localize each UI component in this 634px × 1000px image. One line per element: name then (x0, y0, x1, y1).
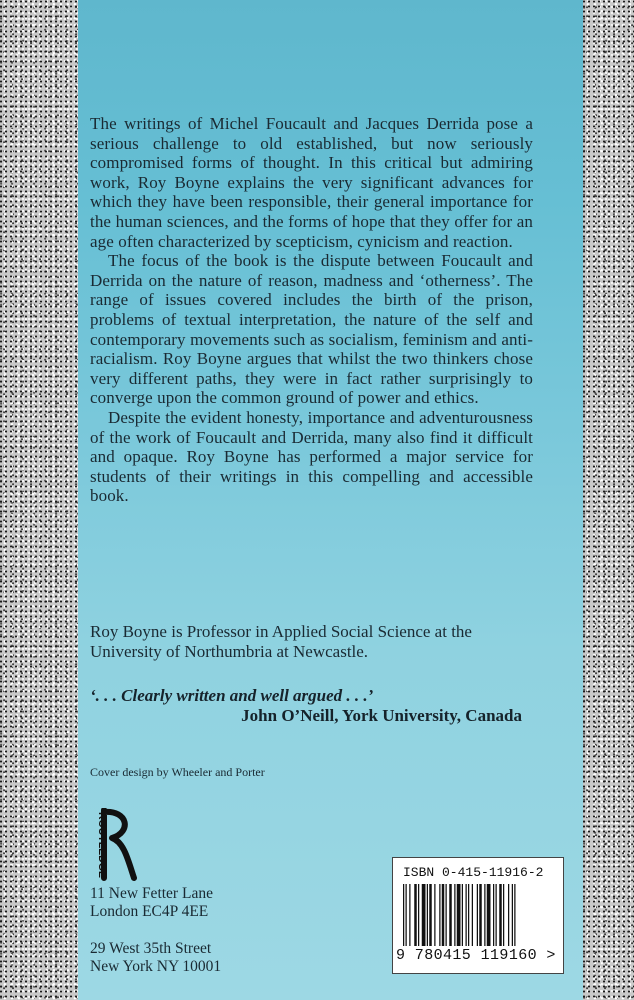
publisher-name: ROUTLEDGE (96, 812, 108, 878)
blurb-paragraph-2: The focus of the book is the dispute between Foucault and Derrida on the nature of reason, madness and ‘otherness’. The range of issues covered includes the birth of the prison, problems of textual interpretation, the nature of the self and contemporary movements such as socialism, feminism and anti-racialism. Roy Boyne argues that whilst the two thinkers chose very different paths, they were in fact rather surprisingly to converge upon the common ground of power and ethics. (90, 251, 533, 408)
barcode-number: 9 780415 119160 > (396, 947, 556, 964)
cover-design-credit: Cover design by Wheeler and Porter (90, 765, 265, 779)
quote-attribution: John O’Neill, York University, Canada (241, 706, 522, 725)
isbn-label: ISBN 0-415-11916-2 (403, 865, 544, 880)
address-uk-line2: London EC4P 4EE (90, 902, 209, 920)
barcode-bars (403, 884, 553, 946)
isbn-barcode (392, 857, 564, 974)
book-blurb (90, 114, 533, 506)
blurb-paragraph-3: Despite the evident honesty, importance and adventurousness of the work of Foucault and Derrida, many also find it difficult and opaque. Roy Boyne has performed a major service for students of their writings in this compelling and accessible book. (90, 407, 533, 506)
back-cover-panel (78, 0, 583, 1000)
author-note: Roy Boyne is Professor in Applied Social Science at the University of Northumbria at Newcastle. (90, 622, 472, 661)
publisher-address-uk (90, 885, 213, 920)
address-us-line1: 29 West 35th Street (90, 940, 212, 957)
publisher-address-us (90, 940, 221, 975)
speckled-border-left (0, 0, 78, 1000)
routledge-logo (88, 808, 138, 882)
address-uk-line1: 11 New Fetter Lane (90, 885, 213, 902)
quote-text: ‘. . . Clearly written and well argued . . .’ (90, 686, 374, 705)
review-quote (90, 686, 533, 726)
address-us-line2: New York NY 10001 (90, 957, 222, 975)
speckled-border-right (583, 0, 634, 1000)
blurb-paragraph-1: The writings of Michel Foucault and Jacques Derrida pose a serious challenge to old established, but now seriously compromised forms of thought. In this critical but admiring work, Roy Boyne explains the very significant advances for which they have been responsible, their general importance for the human sciences, and the forms of hope that they offer for an age often characterized by scepticism, cynicism and reaction. (90, 114, 533, 251)
